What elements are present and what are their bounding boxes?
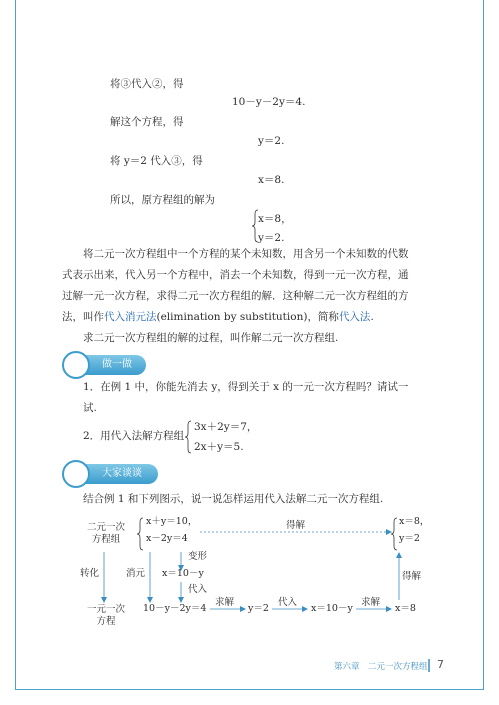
badge-label: 大家谈谈 bbox=[102, 468, 142, 479]
y-value: y＝2 bbox=[248, 603, 269, 614]
label-transform: 变形 bbox=[188, 551, 208, 562]
equation: x＝8. bbox=[258, 174, 285, 186]
label-solve-1: 求解 bbox=[215, 597, 235, 608]
text-line: 解这个方程，得 bbox=[110, 116, 184, 128]
label-convert: 转化 bbox=[80, 568, 100, 579]
text-line: 所以，原方程组的解为 bbox=[110, 194, 215, 206]
term-highlight: 代入消元法 bbox=[104, 311, 157, 323]
label-substitute-2: 代入 bbox=[278, 597, 298, 608]
linear-equation: 10－y－2y＝4 bbox=[143, 603, 207, 614]
label-solve-2: 求解 bbox=[361, 597, 381, 608]
result-x: x＝8， bbox=[399, 516, 430, 527]
paragraph-text: . bbox=[370, 311, 374, 323]
x-expression: x＝10－y bbox=[311, 603, 353, 614]
x-value: x＝8 bbox=[395, 603, 416, 614]
text-line: 将③代入②，得 bbox=[110, 78, 184, 90]
paragraph-text: 将二元一次方程组中一个方程的某个未知数，用含另一个未知数的代数式表示出来，代入另一个方程中，消去一个未知数，得到一元一次方程，通过解一元一次方程，求得二元一次方程组的解．这种解二元一次方程组的方法，叫作 bbox=[62, 248, 409, 323]
label-get-solution-right: 得解 bbox=[402, 571, 422, 582]
system-eq1: x＋y＝10， bbox=[146, 516, 198, 527]
label-one-var-equation: 一元一次 方程 bbox=[86, 604, 125, 627]
discussion-intro: 结合例 1 和下列图示，说一说怎样运用代入法解二元一次方程组. bbox=[83, 493, 384, 505]
label-substitute: 代入 bbox=[188, 584, 208, 595]
term-english: (elimination by substitution) bbox=[156, 311, 308, 323]
exercise-2-eq2: 2x＋y＝5. bbox=[194, 441, 244, 453]
label-two-var-system: 二元一次 方程组 bbox=[86, 522, 125, 545]
text-line: 将 y＝2 代入③，得 bbox=[110, 155, 203, 167]
exercise-2-label: 2．用代入法解方程组 bbox=[83, 430, 185, 442]
solution-line-1: x＝8， bbox=[258, 213, 292, 225]
system-eq2: x－2y＝4 bbox=[146, 533, 188, 544]
exercise-2-eq1: 3x＋2y＝7， bbox=[194, 421, 258, 433]
equation: y＝2. bbox=[258, 135, 285, 147]
definition-sentence: 求二元一次方程组的解的过程，叫作解二元一次方程组. bbox=[83, 332, 339, 344]
solution-line-2: y＝2. bbox=[258, 232, 285, 244]
badge-label: 做一做 bbox=[102, 359, 132, 370]
label-eliminate: 消元 bbox=[126, 568, 146, 579]
exercise-1: 1．在例 1 中，你能先消去 y，得到关于 x 的一元一次方程吗？请试一试. bbox=[83, 381, 409, 414]
equation: 10－y－2y＝4. bbox=[232, 96, 306, 108]
label-get-solution-top: 得解 bbox=[286, 520, 306, 531]
footer-chapter: 第六章 二元一次方程组 bbox=[334, 662, 428, 672]
term-highlight-short: 代入法 bbox=[338, 311, 371, 323]
page-number: 7 bbox=[437, 658, 444, 671]
result-y: y＝2 bbox=[399, 533, 420, 544]
paragraph-text: ，简称 bbox=[307, 311, 339, 323]
substituted-expression: x＝10－y bbox=[162, 568, 204, 579]
